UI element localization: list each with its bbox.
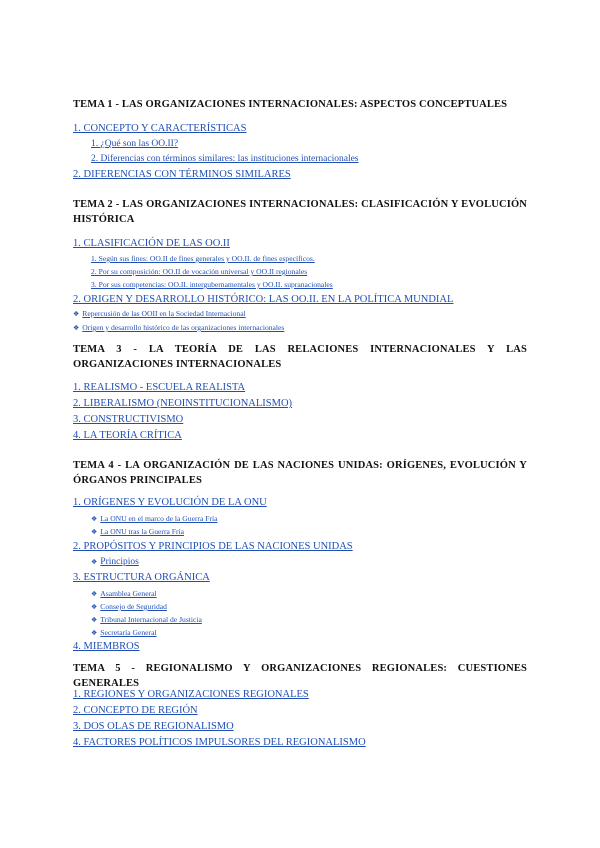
toc-link-principios[interactable]: ❖ Principios bbox=[91, 557, 139, 567]
diamond-bullet-icon: ❖ bbox=[91, 590, 98, 598]
toc-link-onu-tras-guerra-fria[interactable]: ❖ La ONU tras la Guerra Fría bbox=[91, 525, 184, 539]
toc-link-por-competencias[interactable]: 3. Por sus competencias: OO.II. intergubernamentales y OO.II. supranacionales bbox=[91, 280, 333, 289]
diamond-bullet-icon: ❖ bbox=[91, 603, 98, 611]
toc-link-secretaria[interactable]: ❖ Secretaría General bbox=[91, 626, 157, 640]
toc-link-origen-historico[interactable]: ❖ Origen y desarrollo histórico de las organizaciones internacionales bbox=[73, 321, 284, 335]
toc-link-regiones[interactable]: 1. REGIONES Y ORGANIZACIONES REGIONALES bbox=[73, 689, 309, 700]
toc-link-miembros[interactable]: 4. MIEMBROS bbox=[73, 641, 140, 652]
toc-link-constructivismo[interactable]: 3. CONSTRUCTIVISMO bbox=[73, 414, 184, 425]
toc-link-diferencias-instituciones[interactable]: 2. Diferencias con términos similares: las instituciones internacionales bbox=[91, 154, 359, 164]
toc-link-por-composicion[interactable]: 2. Por su composición: OO.II de vocación universal y OO.II regionales bbox=[91, 267, 308, 276]
toc-link-consejo[interactable]: ❖ Consejo de Seguridad bbox=[91, 600, 167, 614]
toc-link-estructura[interactable]: 3. ESTRUCTURA ORGÁNICA bbox=[73, 572, 210, 583]
toc-link-origenes-onu[interactable]: 1. ORÍGENES Y EVOLUCIÓN DE LA ONU bbox=[73, 497, 267, 508]
toc-link-diferencias[interactable]: 2. DIFERENCIAS CON TÉRMINOS SIMILARES bbox=[73, 169, 291, 180]
toc-link-tribunal[interactable]: ❖ Tribunal Internacional de Justicia bbox=[91, 613, 202, 627]
tema-5-heading: TEMA 5 - REGIONALISMO Y ORGANIZACIONES REGIONALES: CUESTIONES GENERALES bbox=[73, 663, 527, 689]
toc-link-realismo[interactable]: 1. REALISMO - ESCUELA REALISTA bbox=[73, 382, 246, 393]
toc-link-repercusion[interactable]: ❖ Repercusión de las OOII en la Sociedad Internacional bbox=[73, 307, 246, 321]
toc-link-onu-guerra-fria[interactable]: ❖ La ONU en el marco de la Guerra Fría bbox=[91, 512, 218, 526]
toc-link-liberalismo[interactable]: 2. LIBERALISMO (NEOINSTITUCIONALISMO) bbox=[73, 398, 293, 409]
diamond-bullet-icon: ❖ bbox=[91, 616, 98, 624]
tema-1-heading: TEMA 1 - LAS ORGANIZACIONES INTERNACIONALES: ASPECTOS CONCEPTUALES bbox=[73, 99, 508, 110]
toc-link-que-son[interactable]: 1. ¿Qué son las OO.II? bbox=[91, 139, 179, 149]
diamond-bullet-icon: ❖ bbox=[91, 629, 98, 637]
toc-link-asamblea[interactable]: ❖ Asamblea General bbox=[91, 587, 157, 601]
tema-3-heading: TEMA 3 - LA TEORÍA DE LAS RELACIONES INTERNACIONALES Y LAS ORGANIZACIONES INTERNACIONALES bbox=[73, 344, 527, 370]
toc-link-clasificacion[interactable]: 1. CLASIFICACIÓN DE LAS OO.II bbox=[73, 238, 230, 249]
diamond-bullet-icon: ❖ bbox=[91, 528, 98, 536]
diamond-bullet-icon: ❖ bbox=[73, 310, 80, 318]
diamond-bullet-icon: ❖ bbox=[91, 515, 98, 523]
toc-link-segun-fines[interactable]: 1. Según sus fines: OO.II de fines generales y OO.II. de fines específicos. bbox=[91, 254, 315, 263]
toc-link-origen-desarrollo[interactable]: 2. ORIGEN Y DESARROLLO HISTÓRICO: LAS OO.II. EN LA POLÍTICA MUNDIAL bbox=[73, 294, 454, 305]
diamond-bullet-icon: ❖ bbox=[73, 324, 80, 332]
toc-link-factores[interactable]: 4. FACTORES POLÍTICOS IMPULSORES DEL REGIONALISMO bbox=[73, 737, 366, 748]
tema-4-heading: TEMA 4 - LA ORGANIZACIÓN DE LAS NACIONES UNIDAS: ORÍGENES, EVOLUCIÓN Y ÓRGANOS PRINCIPALES bbox=[73, 460, 527, 486]
toc-link-dos-olas[interactable]: 3. DOS OLAS DE REGIONALISMO bbox=[73, 721, 234, 732]
toc-link-concepto[interactable]: 1. CONCEPTO Y CARACTERÍSTICAS bbox=[73, 123, 247, 134]
toc-link-teoria-critica[interactable]: 4. LA TEORÍA CRÍTICA bbox=[73, 430, 182, 441]
toc-link-concepto-region[interactable]: 2. CONCEPTO DE REGIÓN bbox=[73, 705, 198, 716]
tema-2-heading: TEMA 2 - LAS ORGANIZACIONES INTERNACIONALES: CLASIFICACIÓN Y EVOLUCIÓN HISTÓRICA bbox=[73, 199, 527, 225]
diamond-bullet-icon: ❖ bbox=[91, 558, 98, 566]
toc-link-propositos[interactable]: 2. PROPÓSITOS Y PRINCIPIOS DE LAS NACIONES UNIDAS bbox=[73, 541, 353, 552]
